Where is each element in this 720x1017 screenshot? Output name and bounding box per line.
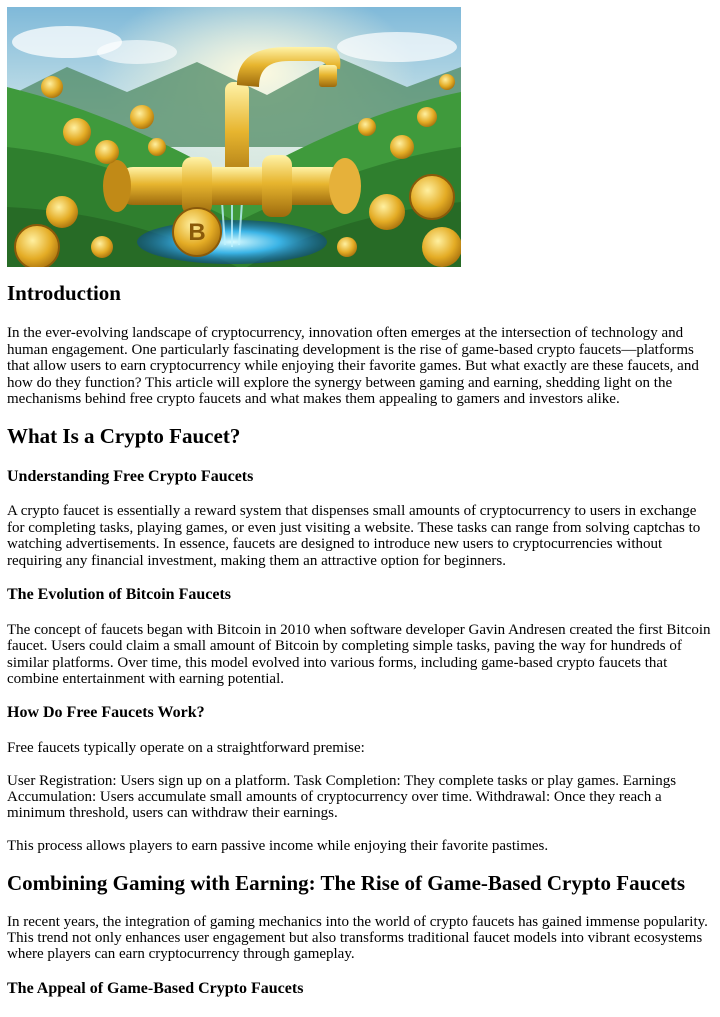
understanding-heading: Understanding Free Crypto Faucets	[7, 467, 254, 485]
intro-paragraph: In the ever-evolving landscape of cryptocurrency, innovation often emerges at the intersection of technology and human engagement. One particularly fascinating development is the rise of game-based crypto faucets—platforms that allow users to earn cryptocurrency while enjoying their favorite games. But what exactly are these faucets, and how do they function? This article will explore the synergy between gaming and earning, shedding light on the mechanisms behind free crypto faucets and what makes them appealing to gamers and investors alike.	[7, 325, 699, 407]
how-paragraph-2: User Registration: Users sign up on a platform. Task Completion: They complete tasks or play games. Earnings Accumulation: Users accumulate small amounts of cryptocurrency over time. Withdrawal: Once they reach a minimum threshold, users can withdraw their earnings.	[7, 772, 677, 822]
understanding-paragraph: A crypto faucet is essentially a reward system that dispenses small amounts of cryptocurrency to users in exchange for completing tasks, playing games, or even just visiting a website. These tasks can range from solving captchas to watching advertisements. In essence, faucets are designed to introduce new users to cryptocurrencies without requiring any financial investment, making them an attractive option for beginners.	[7, 503, 701, 569]
article-body	[7, 280, 717, 1000]
crypto-faucet-illustration-icon	[7, 7, 461, 267]
how-paragraph-3: This process allows players to earn passive income while enjoying their favorite pastimes.	[7, 837, 549, 854]
appeal-heading: The Appeal of Game-Based Crypto Faucets	[7, 979, 304, 997]
coin-symbol: B	[188, 219, 206, 246]
how-paragraph-1: Free faucets typically operate on a straightforward premise:	[7, 740, 365, 757]
how-heading: How Do Free Faucets Work?	[7, 704, 205, 722]
faucet-section-heading: What Is a Crypto Faucet?	[7, 424, 241, 449]
intro-heading: Introduction	[7, 281, 121, 305]
evolution-paragraph: The concept of faucets began with Bitcoin in 2010 when software developer Gavin Andresen created the first Bitcoin faucet. Users could claim a small amount of Bitcoin by completing simple tasks, paving the way for hundreds of similar platforms. Over time, this model evolved into various forms, including game-based crypto faucets that combine entertainment with earning potential.	[7, 621, 711, 688]
gaming-section-heading: Combining Gaming with Earning: The Rise of Game-Based Crypto Faucets	[7, 871, 686, 896]
gaming-paragraph: In recent years, the integration of gaming mechanics into the world of crypto faucets has gained immense popularity. This trend not only enhances user engagement but also transforms traditional faucet models into vibrant ecosystems where players can earn cryptocurrency through gameplay.	[7, 913, 708, 963]
hero-image	[7, 7, 461, 267]
evolution-heading: The Evolution of Bitcoin Faucets	[7, 586, 232, 604]
